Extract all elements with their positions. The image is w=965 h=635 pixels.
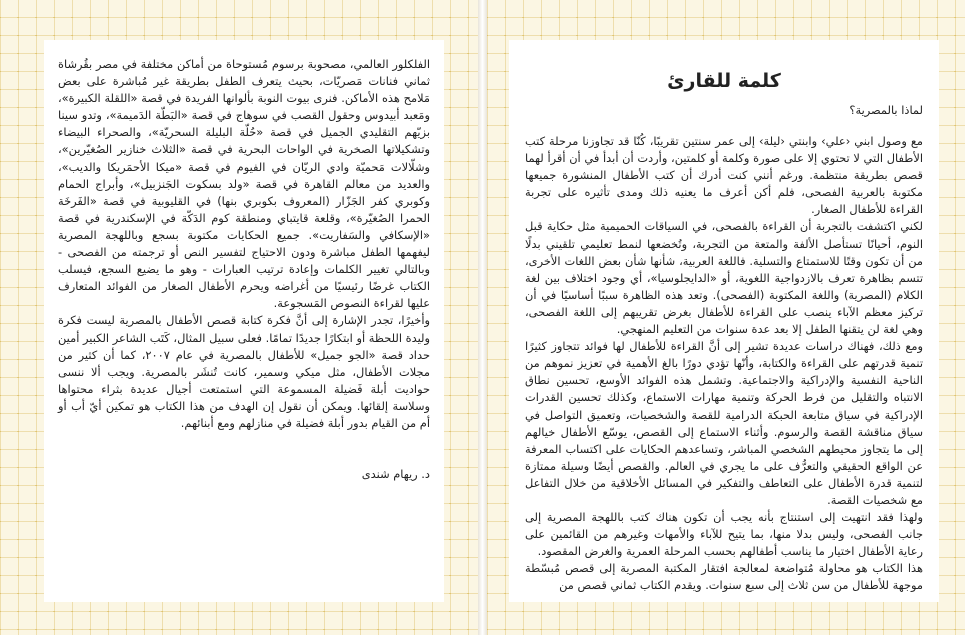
page-title: كلمة للقارئ	[667, 70, 781, 92]
right-paragraph-5: هذا الكتاب هو محاولة مُتواضعة لمعالجة افتقار المكتبة المصرية إلى قصص مُبسّطة موجهة للأطفال من سن ثلاث إلى سبع سنوات. ويقدم الكتاب ثماني قصص من	[525, 561, 923, 593]
left-paragraph-1: الفلكلور العالمي، مصحوبة برسوم مُستوحاة من أماكن مختلفة في مصر بقُرشاة ثماني فنانات مَصريّات، بحيث يتعرف الطفل بطريقة غير مُباشرة على بعض مَلامح هذه الأماكن. فنرى بيوت النوبة بألوانها الفريدة في قصة «اللقلة الكبيرة»، ومَعبد أبيدوس وحقول القصب في سوهاج في قصة «البَطّة الدَميمة»، وتدو سينا بزيّهم التقليدي الجميل في قصة «حُلّة البليلة السحريّة»، والصحراء البيضاء وتشكيلاتها الصخرية في الواحات البحرية في قصة «الثلاث خنازير الصُغيّرين»، وشلّالات مَحميّة وادي الريّان في الفيوم في قصة «ميكا الأحمَريكا والديب»، والعديد من معالم القاهرة في قصة «ولد بسكوت الجَنزبيل»، وأبراج الحمام وكوبري كفر الجَزّار (المعروف بكوبري بنها) في القليوبية في قصة «الفَرخَة الحمرا الصُغيّرة»، وقلعة قايتباي ومنطقة كوم الدَكّة في الإسكندرية في قصة «الإسكافي والسَفاريت». جميع الحكايات مكتوبة بسجع وباللهجة المصرية ليفهمها الطفل مباشرة ودون الاحتياج لتفسير النص أو ترجمته من الفصحى - وبالتالي تغيير الكلمات وإعادة ترتيب العبارات - وهو ما يضيع السجع، فيسلب الكتاب غرضًا رئيسيًا من أغراضه ويحرم الأطفال الصغار من الفوائد المتعارف عليها لقراءة النصوص المَسجوعة.	[58, 57, 430, 311]
right-paragraph-2: لكني اكتشفت بالتجربة أن القراءة بالفصحى، في السياقات الحميمية مثل حكاية قبل النوم، أحيانًا تستأصل الألفة والمتعة من التجربة، وتُخضعها لنمط تعليمي تلقيني بدلًا من أن تكون وقتًا للاستمتاع والتسلية. فاللغة العربية، شأنها شأن بعض اللغات الأخرى، تتسم بظاهرة تعرف بالازدواجية اللغوية، أو «الدايجلوسيا»، أي وجود اختلاف بين لغة الكلام (المصرية) واللغة المكتوبة (الفصحى). وتعد هذه الظاهرة سببًا أساسيًا في أن تركيز معظم الآباء ينصب على القراءة للأطفال بغرض تقريبهم إلى اللغة الفصحى، وهي لغة لن يتقنها الطفل إلا بعد عدة سنوات من التعليم المنهجي.	[525, 219, 923, 337]
left-page-text-panel	[44, 40, 444, 602]
book-gutter	[478, 0, 487, 635]
right-page	[487, 0, 965, 635]
right-paragraph-1: مع وصول ابني ‹علي› وابنتي ‹ليلة› إلى عمر سنتين تقريبًا، كُنّا قد تجاوزنا مرحلة كتب الأطفال التي لا تحتوي إلا على صورة وكلمة أو كلمتين، وأردت أن أبدأ في أن أقرأ لهما قصص بطريقة منتظمة. ورغم أنني كنت أدرك أن كتب الأطفال المنشورة جميعها مكتوبة بالعربية الفصحى، فلم أكن أعرف ما يعنيه ذلك ومدى تأثيره على تجربة القراءة للأطفال الصغار.	[525, 134, 923, 217]
right-paragraph-3: ومع ذلك، فهناك دراسات عديدة تشير إلى أنَّ القراءة للأطفال لها فوائد تتجاوز كثيرًا تنمية قدرتهم على القراءة والكتابة، وأنّها تؤدي دورًا بالغ الأهمية في تعزيز نموهم من الناحية النفسية والإدراكية والاجتماعية. وتشمل هذه الفوائد الأوسع، تحسين نطاق الانتباه والتقليل من فرط الحركة وتنمية مهارات الاستماع، وكذلك تحسين القدرات الإدراكية في سياق متابعة الحبكة الدرامية للقصة والشخصيات، وتعميق التواصل في سياق مناقشة القصة والرسوم. وأثناء الاستماع إلى القصص، يوسّع الأطفال خيالهم إلى ما يتجاوز محيطهم الشخصي المباشر، وتساعدهم الحكايات على اكتساب المعرفة عن الواقع الحقيقي والتعرُّف على ما يجري في العالم. والقصص أيضًا وسيلة ممتازة لتنمية قدرة الأطفال على التعاطف والتفكير في المسائل الأخلاقية من خلال التفاعل مع شخصيات القصة.	[525, 339, 923, 507]
right-page-text-panel	[509, 40, 939, 602]
section-question: لماذا بالمصرية؟	[849, 103, 923, 117]
author-signature: د. ريهام شندى	[361, 467, 430, 482]
left-page	[0, 0, 478, 635]
left-paragraph-2: وأخيرًا، تجدر الإشارة إلى أنَّ فكرة كتابة قصص الأطفال بالمصرية ليست فكرة وليدة اللحظة أو ابتكارًا جديدًا تمامًا. فعلى سبيل المثال، كَتَب الشاعر الكبير أمين حداد قصة «الجو جميل» للأطفال بالمصرية في عام ٢٠٠٧، كما أن كثير من مجلات الأطفال، مثل ميكي وسمير، كانت تُنشَر بالمصرية. ويجب ألا ننسى حواديت أبلة فَضيلة المسموعة التي استمتعت أجيال عديدة بثراء محتواها وسلاسة إلقائها. ويمكن أن نقول إن الهدف من هذا الكتاب هو تمكين أيّ أب أو أم من القيام بدور أبلة فضيلة في منازلهم ومع أبنائهم.	[58, 313, 430, 430]
right-paragraph-4: ولهذا فقد انتهيت إلى استنتاج بأنه يجب أن تكون هناك كتب باللهجة المصرية إلى جانب الفصحى، وليس بدلا منها، بما يتيح للآباء والأمهات وغيرهم من القائمين على رعاية الأطفال اختيار ما يناسب أطفالهم بحسب المرحلة العمرية والغرض المقصود.	[525, 510, 923, 559]
